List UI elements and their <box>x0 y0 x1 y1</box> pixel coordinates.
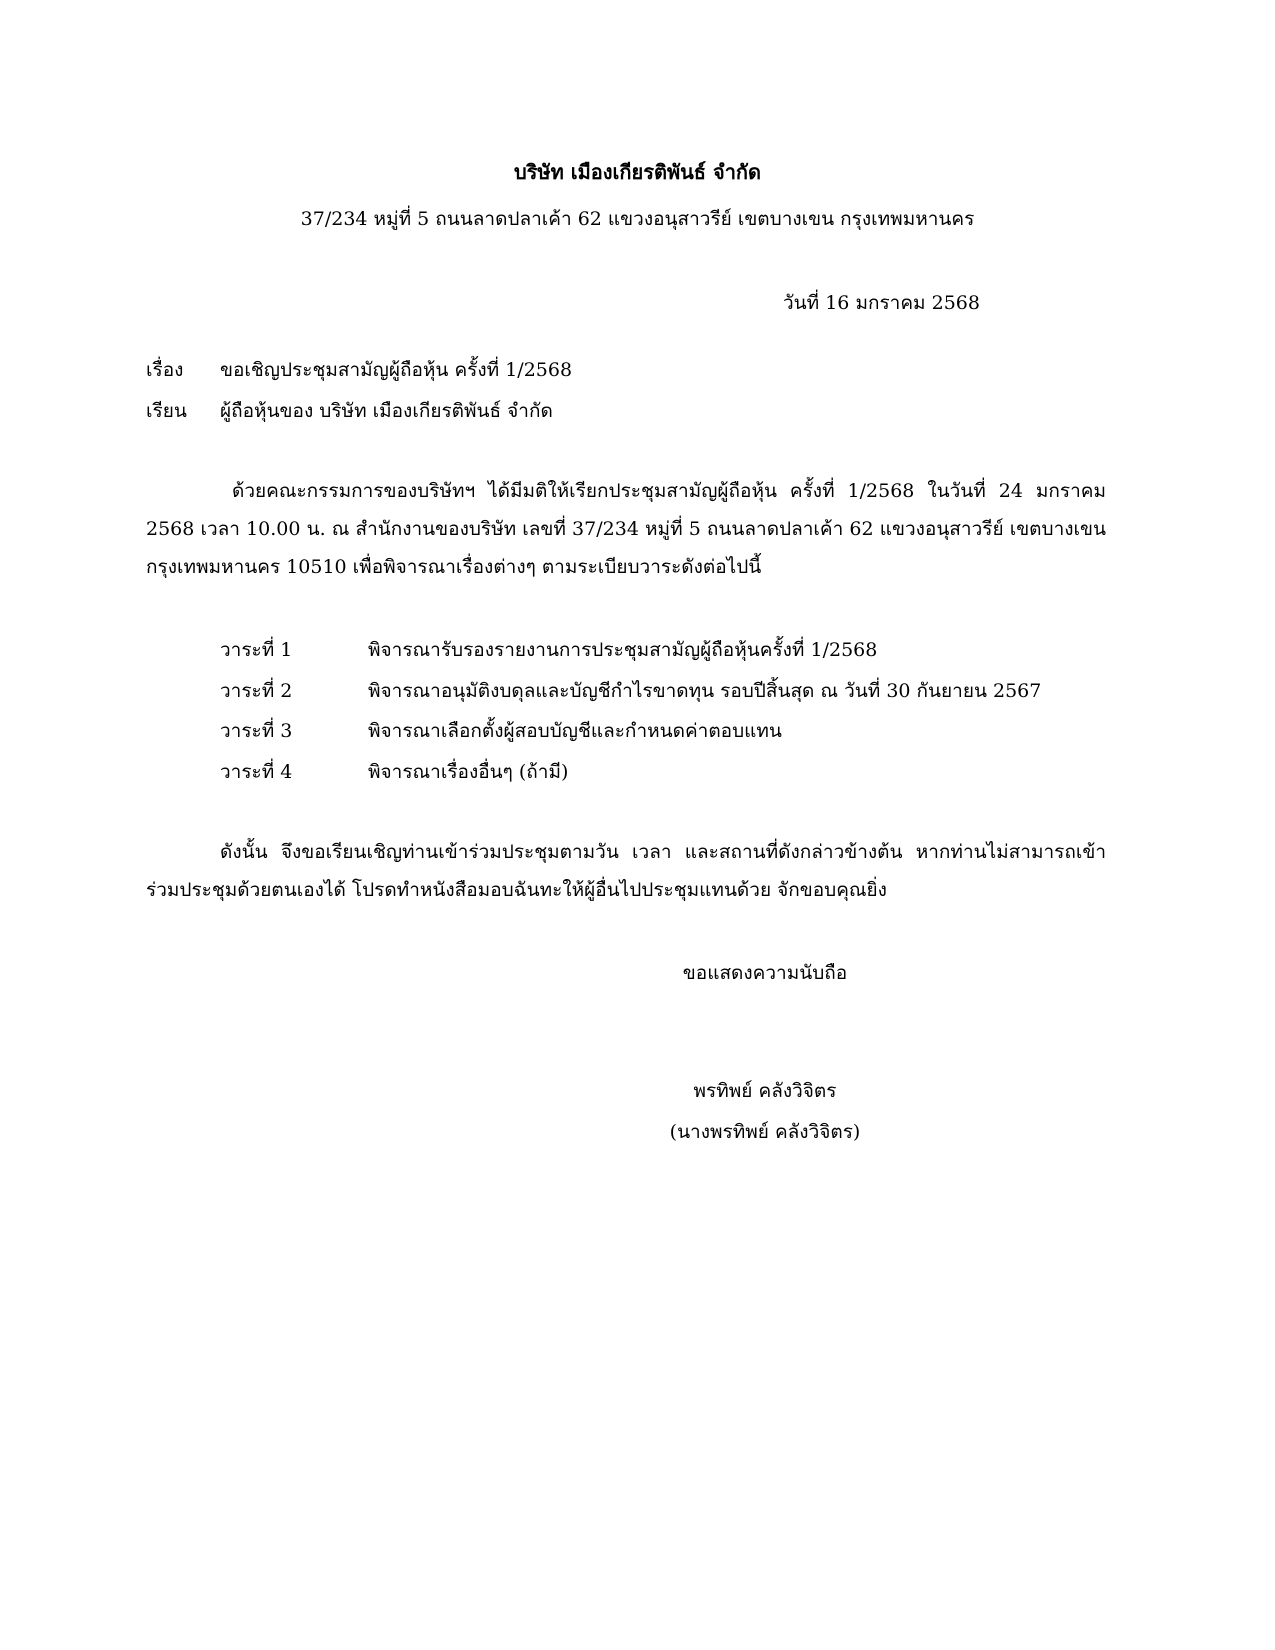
company-name: บริษัท เมืองเกียรติพันธ์ จำกัด <box>513 160 762 184</box>
agenda-item-2-number: วาระที่ 2 <box>220 680 293 702</box>
letter-date: วันที่ 16 มกราคม 2568 <box>783 292 980 314</box>
agenda-item-1-text: พิจารณารับรองรายงานการประชุมสามัญผู้ถือหุ้นครั้งที่ 1/2568 <box>368 639 878 661</box>
conclusion-paragraph <box>146 833 1106 909</box>
agenda-item-1-number: วาระที่ 1 <box>220 639 293 661</box>
signature: พรทิพย์ คลังวิจิตร <box>693 1080 837 1102</box>
conclusion-text: ดังนั้น จึงขอเรียนเชิญท่านเข้าร่วมประชุมตามวัน เวลา และสถานที่ดังกล่าวข้างต้น หากท่านไม่สามารถเข้าร่วมประชุมด้วยตนเองได้ โปรดทำหนังสือมอบฉันทะให้ผู้อื่นไปประชุมแทนด้วย จักขอบคุณยิ่ง <box>146 841 1106 901</box>
intro-paragraph <box>146 472 1106 586</box>
agenda-item-3-text: พิจารณาเลือกตั้งผู้สอบบัญชีและกำหนดค่าตอบแทน <box>368 720 782 742</box>
recipient-label: เรียน <box>146 400 187 422</box>
company-address: 37/234 หมู่ที่ 5 ถนนลาดปลาเค้า 62 แขวงอนุสาวรีย์ เขตบางเขน กรุงเทพมหานคร <box>300 208 975 230</box>
agenda-item-4-number: วาระที่ 4 <box>220 761 293 783</box>
intro-text: ด้วยคณะกรรมการของบริษัทฯ ได้มีมติให้เรียกประชุมสามัญผู้ถือหุ้น ครั้งที่ 1/2568 ในวันที่ 24 มกราคม 2568 เวลา 10.00 น. ณ สำนักงานของบริษัท เลขที่ 37/234 หมู่ที่ 5 ถนนลาดปลาเค้า 62 แขวงอนุสาวรีย์ เขตบางเขน กรุงเทพมหานคร 10510 เพื่อพิจารณาเรื่องต่างๆ ตามระเบียบวาระดังต่อไปนี้ <box>146 480 1106 578</box>
agenda-item-2-text: พิจารณาอนุมัติงบดุลและบัญชีกำไรขาดทุน รอบปีสิ้นสุด ณ วันที่ 30 กันยายน 2567 <box>368 680 1042 702</box>
agenda-item-4-text: พิจารณาเรื่องอื่นๆ (ถ้ามี) <box>368 761 569 783</box>
subject-label: เรื่อง <box>146 359 184 381</box>
agenda-item-3-number: วาระที่ 3 <box>220 720 293 742</box>
subject-value: ขอเชิญประชุมสามัญผู้ถือหุ้น ครั้งที่ 1/2568 <box>220 359 573 381</box>
closing-salutation: ขอแสดงความนับถือ <box>682 962 848 984</box>
printed-name: (นางพรทิพย์ คลังวิจิตร) <box>669 1121 861 1143</box>
recipient-value: ผู้ถือหุ้นของ บริษัท เมืองเกียรติพันธ์ จำกัด <box>220 400 553 422</box>
